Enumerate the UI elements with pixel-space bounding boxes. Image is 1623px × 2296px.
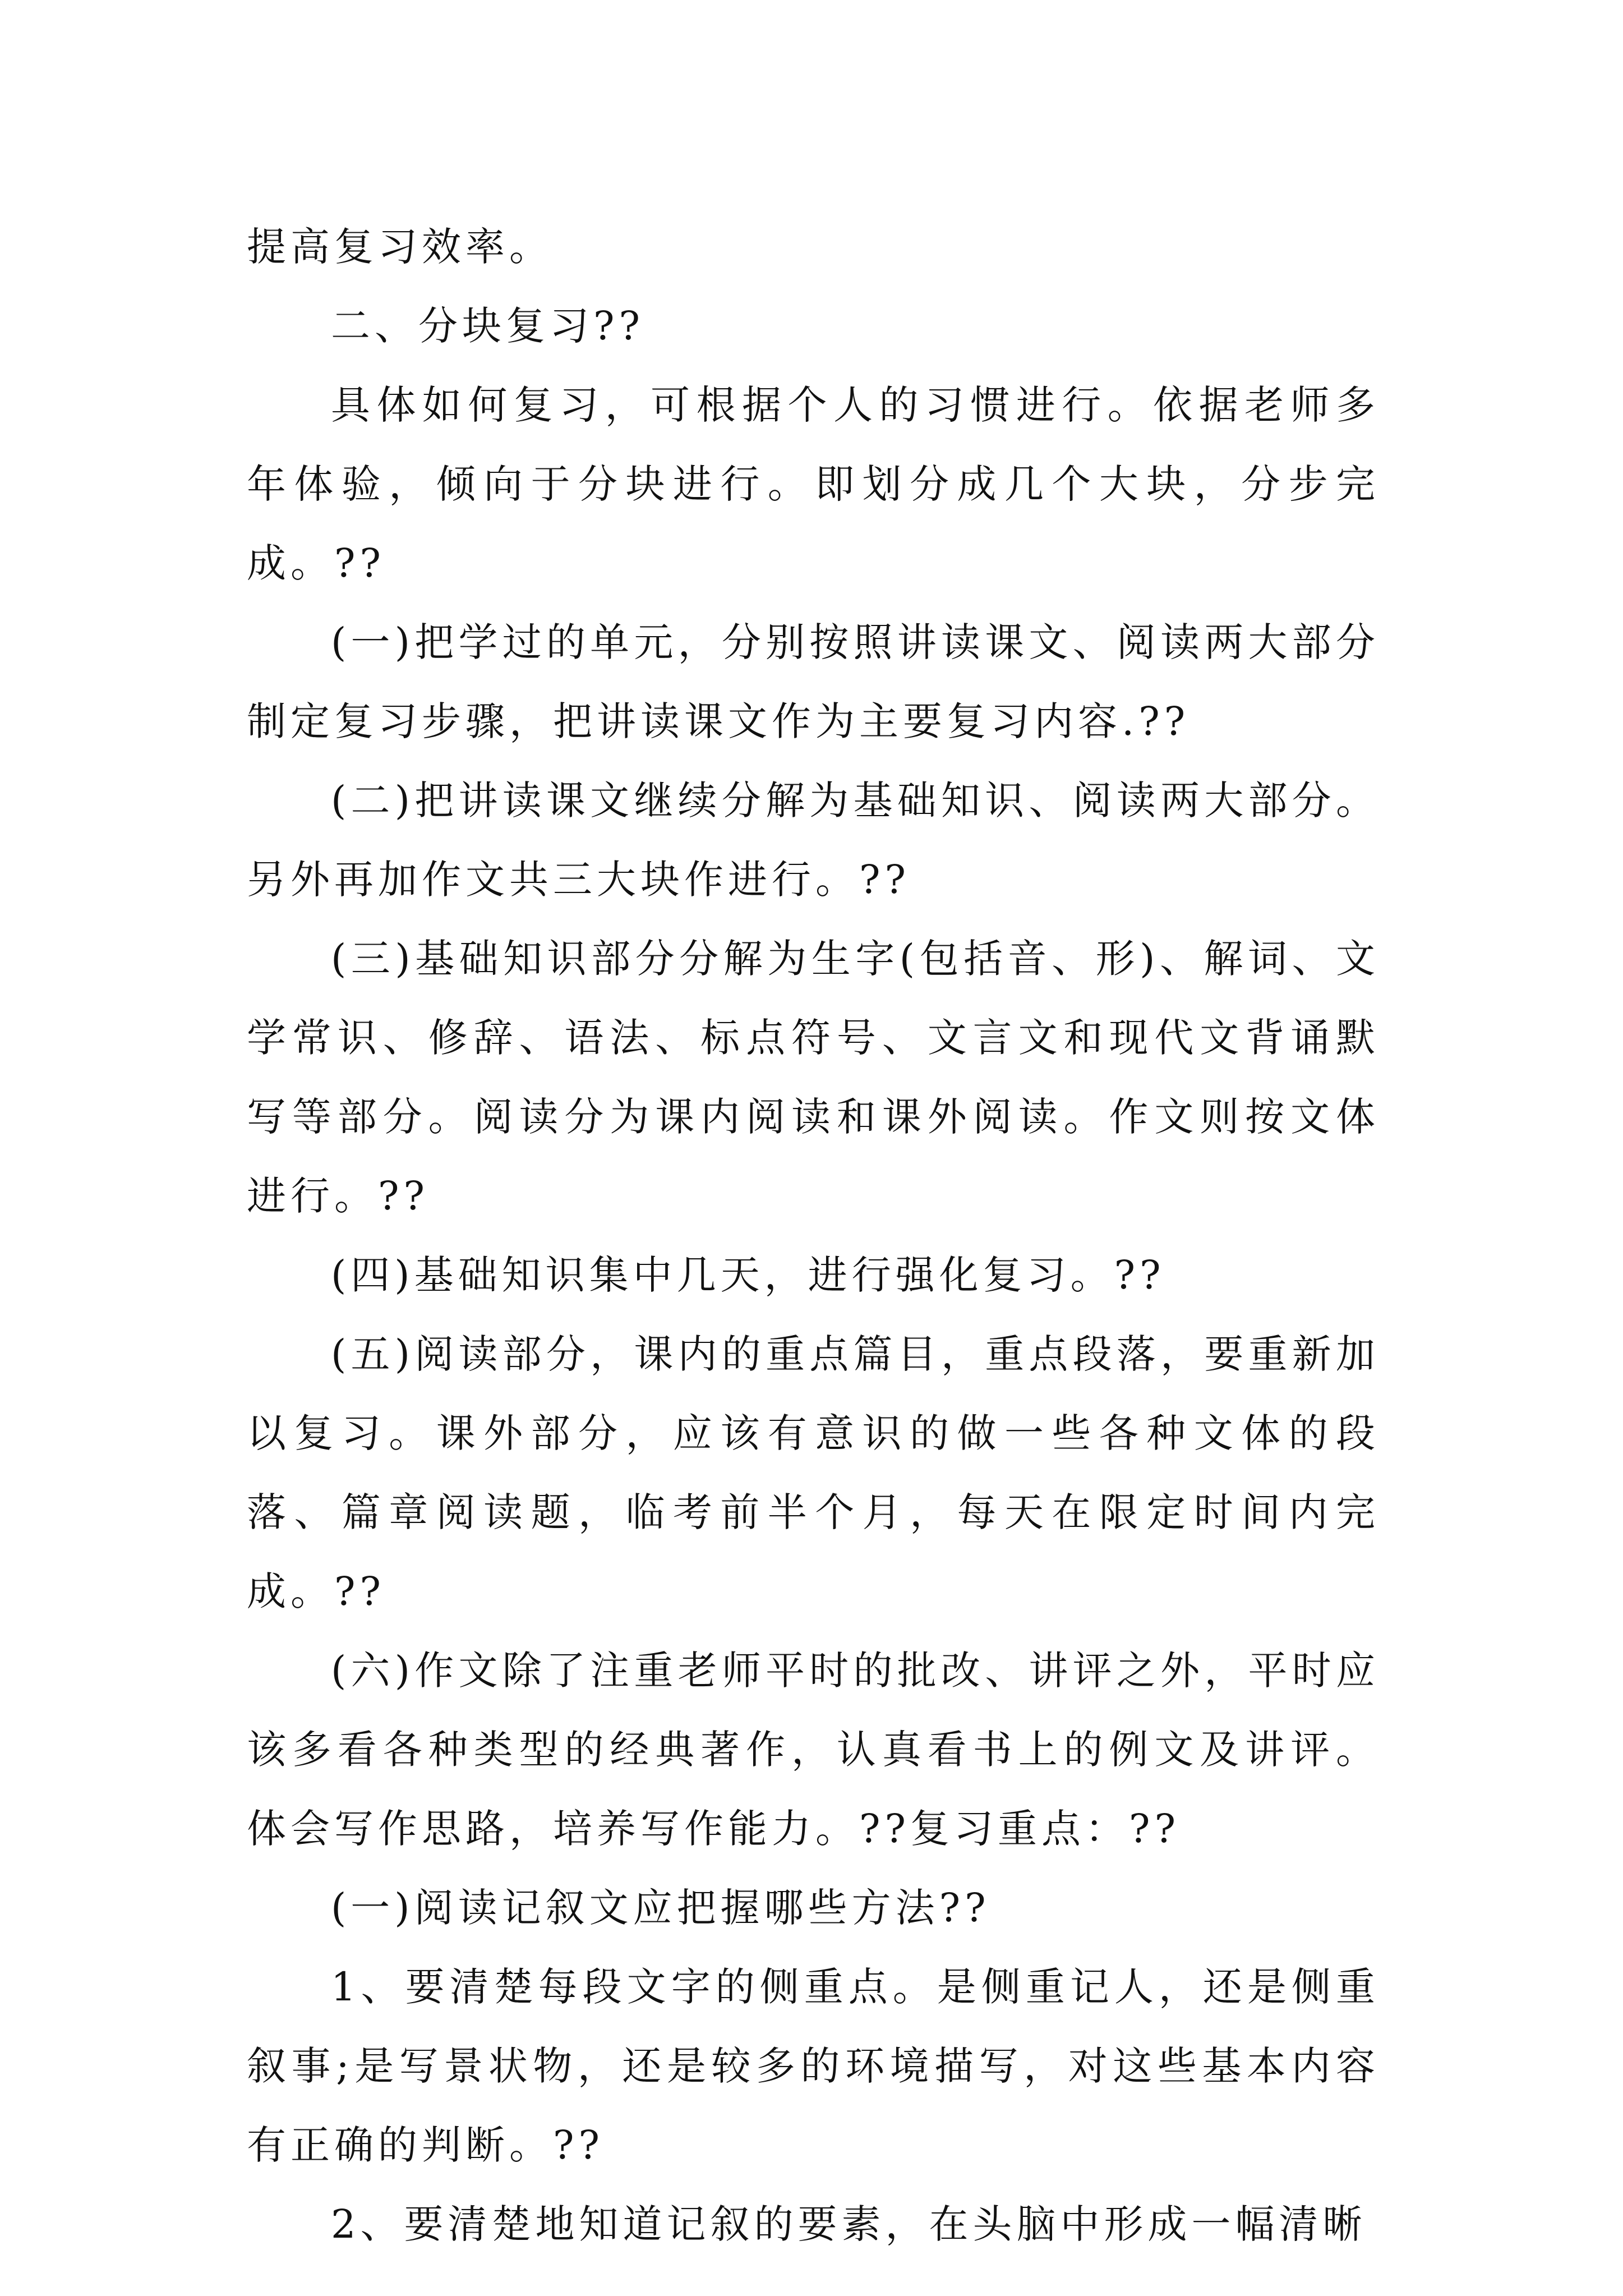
paragraph-step-2: (二)把讲读课文继续分解为基础知识、阅读两大部分。另外再加作文共三大块作进行。?? [247, 777, 1380, 903]
document-body [247, 208, 1380, 2264]
paragraph-step-3: (三)基础知识部分分解为生字(包括音、形)、解词、文学常识、修辞、语法、标点符号、文言文和现代文背诵默写等部分。阅读分为课内阅读和课外阅读。作文则按文体进行。?? [247, 936, 1380, 1219]
paragraph-method-1: 1、要清楚每段文字的侧重点。是侧重记人，还是侧重叙事;是写景状物，还是较多的环境描写，对这些基本内容有正确的判断。?? [247, 1964, 1380, 2168]
paragraph-step-6: (六)作文除了注重老师平时的批改、讲评之外，平时应该多看各种类型的经典著作，认真看书上的例文及讲评。体会写作思路，培养写作能力。??复习重点：?? [247, 1648, 1380, 1852]
paragraph-1: 提高复习效率。 [247, 224, 553, 270]
paragraph-method-2: 2、要清楚地知道记叙的要素，在头脑中形成一幅清晰 [331, 2201, 1367, 2247]
paragraph-step-1: (一)把学过的单元，分别按照讲读课文、阅读两大部分制定复习步骤，把讲读课文作为主要复习内容.?? [247, 619, 1380, 744]
paragraph-step-5: (五)阅读部分，课内的重点篇目，重点段落，要重新加以复习。课外部分，应该有意识的做一些各种文体的段落、篇章阅读题，临考前半个月，每天在限定时间内完成。?? [247, 1331, 1380, 1614]
paragraph-intro: 具体如何复习，可根据个人的习惯进行。依据老师多年体验，倾向于分块进行。即划分成几个大块，分步完成。?? [247, 382, 1380, 586]
subsection-heading: (一)阅读记叙文应把握哪些方法?? [331, 1885, 990, 1931]
section-heading: 二、分块复习?? [331, 303, 645, 349]
paragraph-step-4: (四)基础知识集中几天，进行强化复习。?? [331, 1252, 1165, 1298]
